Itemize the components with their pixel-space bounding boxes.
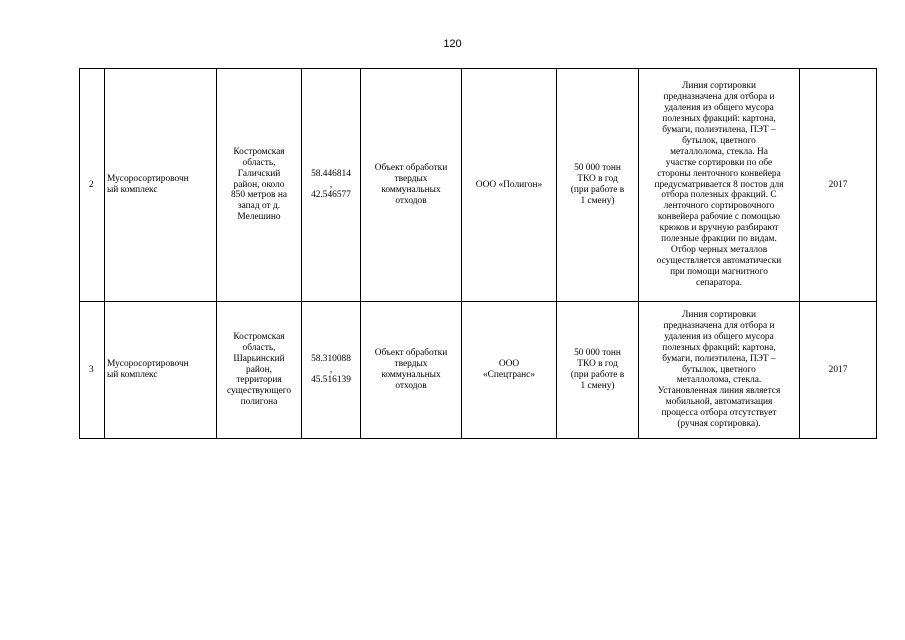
description-line: участке сортировки по обе	[665, 157, 773, 168]
description-line: конвейера рабочие с помощью	[657, 212, 781, 223]
facilities-table	[79, 68, 877, 439]
description-line: бутылок, цветного	[682, 364, 756, 375]
description-line: бумаги, полиэтилена, ПЭТ –	[662, 353, 776, 364]
capacity-line: ТКО в год	[577, 359, 618, 370]
description-line: металлолома, стекла. На	[670, 146, 768, 157]
object-type-line: Объект обработки	[374, 348, 448, 359]
coordinate-line: ,	[329, 364, 333, 375]
description-line: предназначена для отбора и	[663, 320, 775, 331]
description-line: полезных фракций: картона,	[662, 342, 776, 353]
location-line: Костромская	[233, 331, 285, 342]
description-line: предназначена для отбора и	[663, 92, 775, 103]
facility-name-line: ый комплекс	[107, 185, 158, 195]
coordinate-line: ,	[329, 179, 333, 190]
capacity-line: 50 000 тонн	[574, 163, 621, 174]
location-line: территория	[236, 375, 282, 386]
operator-cell	[462, 69, 557, 302]
description-line: отбора полезных фракций. С	[661, 190, 777, 201]
object-type-line: твердых	[394, 359, 428, 370]
description-line: (ручная сортировка).	[677, 419, 761, 430]
table-row	[80, 302, 877, 439]
page-number: 120	[443, 38, 462, 50]
location-line: область,	[242, 157, 276, 168]
location-line: существующего	[226, 386, 292, 397]
operator-line: «Спецтранс»	[482, 370, 536, 380]
description-line: предусматривается 8 постов для	[654, 179, 784, 190]
description-line: металлолома, стекла.	[676, 375, 762, 386]
object-type-cell	[361, 69, 462, 302]
row-number-cell: 2	[80, 69, 105, 302]
description-cell	[639, 302, 800, 439]
capacity-line: (при работе в	[570, 370, 625, 380]
object-type-line: твердых	[394, 174, 428, 185]
description-line: удаления из общего мусора	[664, 103, 774, 114]
object-type-line: отходов	[395, 380, 427, 391]
row-number-cell: 3	[80, 302, 105, 439]
capacity-line: 50 000 тонн	[574, 348, 621, 359]
description-line: полезных фракций: картона,	[662, 114, 776, 125]
coordinate-line: 58.446814	[311, 168, 351, 179]
description-line: Линия сортировки	[682, 310, 756, 321]
capacity-cell	[557, 302, 639, 439]
facility-name-line: Мусоросортировочн	[107, 174, 189, 185]
capacity-line: 1 смену)	[580, 195, 615, 206]
location-line: область,	[242, 342, 276, 353]
description-line: процесса отбора отсутствует	[661, 408, 777, 419]
description-line: Отбор черных металлов	[670, 244, 768, 255]
year-cell: 2017	[800, 302, 877, 439]
location-line: район,	[246, 364, 272, 375]
object-type-line: отходов	[395, 195, 427, 206]
location-cell	[217, 302, 302, 439]
description-line: бумаги, полиэтилена, ПЭТ –	[662, 125, 776, 136]
operator-cell	[462, 302, 557, 439]
description-cell	[639, 69, 800, 302]
description-line: Установленная линия является	[657, 386, 781, 397]
facility-name-line: ый комплекс	[107, 370, 158, 380]
location-cell	[217, 69, 302, 302]
description-line: Линия сортировки	[682, 81, 756, 92]
description-line: полезные фракции по видам.	[661, 234, 777, 245]
capacity-line: (при работе в	[570, 185, 625, 195]
location-line: полигона	[240, 397, 278, 408]
location-line: 850 метров на	[230, 190, 288, 201]
description-line: бутылок, цветного	[682, 135, 756, 146]
object-type-cell	[361, 302, 462, 439]
description-line: осуществляется автоматически	[656, 255, 782, 266]
object-type-line: коммунальных	[381, 370, 441, 380]
operator-line: ООО «Полигон»	[475, 179, 543, 190]
facility-name-cell	[105, 302, 217, 439]
coordinates-cell	[302, 302, 361, 439]
object-type-line: Объект обработки	[374, 163, 448, 174]
capacity-line: ТКО в год	[577, 174, 618, 185]
facility-name-line: Мусоросортировочн	[107, 359, 189, 370]
coordinates-cell	[302, 69, 361, 302]
year-cell: 2017	[800, 69, 877, 302]
facility-name-cell	[105, 69, 217, 302]
coordinate-line: 58.310088	[311, 353, 351, 364]
location-line: Галичский	[237, 168, 281, 179]
description-line: ленточного сортировочного	[663, 201, 775, 212]
location-line: Мелешино	[237, 212, 281, 223]
description-line: при помощи магнитного	[670, 266, 768, 277]
location-line: Костромская	[233, 146, 285, 157]
description-line: удаления из общего мусора	[664, 331, 774, 342]
capacity-cell	[557, 69, 639, 302]
description-line: крюков и вручную разбирают	[659, 223, 779, 234]
location-line: запад от д.	[237, 201, 281, 212]
capacity-line: 1 смену)	[580, 380, 615, 391]
operator-line: ООО	[498, 359, 520, 370]
description-line: стороны ленточного конвейера	[657, 168, 781, 179]
location-line: район, около	[233, 179, 285, 190]
coordinate-line: 42.546577	[311, 190, 351, 201]
description-line: мобильной, автоматизация	[665, 397, 773, 408]
table-row	[80, 69, 877, 302]
object-type-line: коммунальных	[381, 185, 441, 195]
coordinate-line: 45.516139	[311, 375, 351, 386]
description-line: сепаратора.	[695, 277, 743, 288]
location-line: Шарьинский	[233, 353, 285, 364]
